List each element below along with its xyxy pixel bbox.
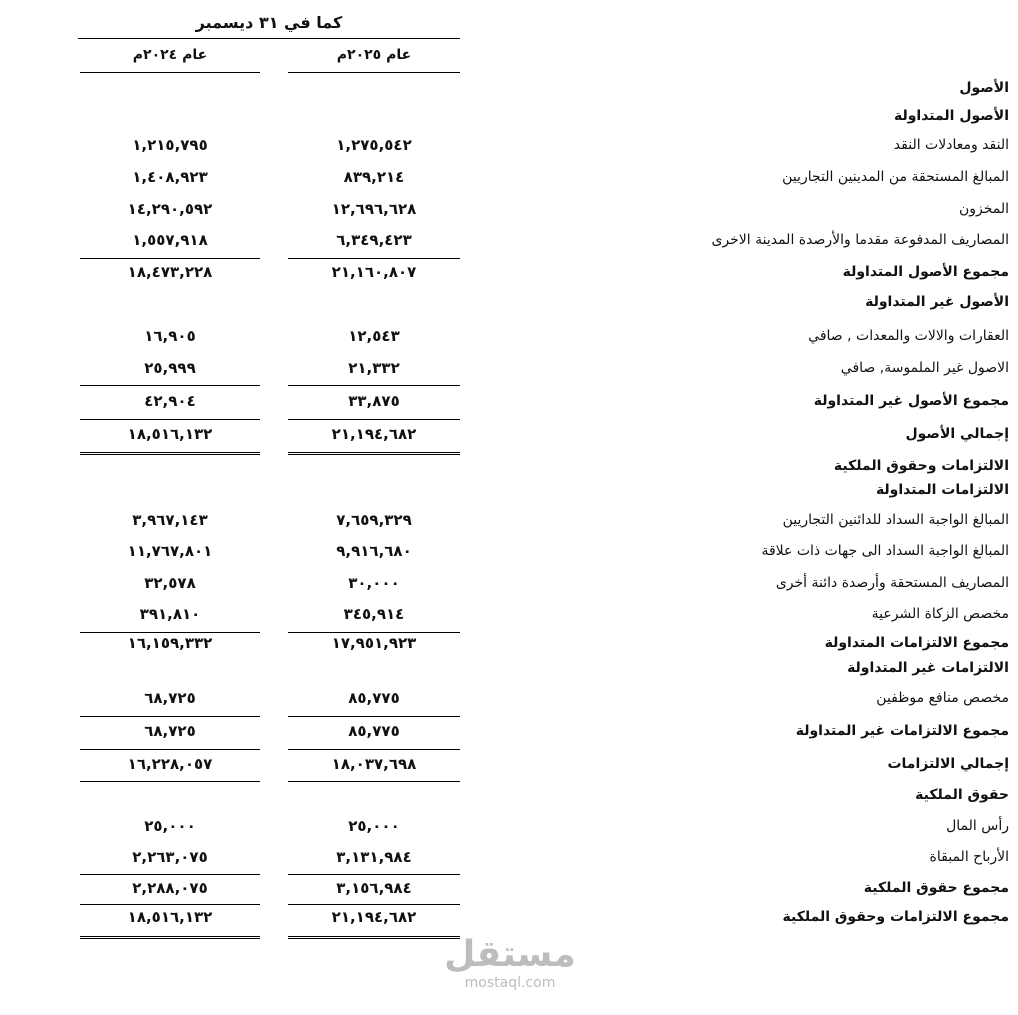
double-total-rule [80, 452, 260, 455]
total-rule [80, 716, 260, 717]
row-label: مجموع الأصول غير المتداولة [813, 393, 1009, 409]
value-2025: ٩,٩١٦,٦٨٠ [336, 542, 412, 560]
value-2024: ٤٢,٩٠٤ [144, 392, 196, 410]
row-label: إجمالي الالتزامات [887, 756, 1009, 772]
total-rule [80, 419, 260, 420]
row-label: المخزون [958, 201, 1009, 217]
value-2024: ٣,٩٦٧,١٤٣ [132, 511, 208, 529]
value-2025: ٢٥,٠٠٠ [348, 817, 400, 835]
value-2024: ٢,٢٦٣,٠٧٥ [132, 848, 208, 866]
row-label: الالتزامات وحقوق الملكية [833, 458, 1009, 474]
row-label: المبالغ الواجبة السداد الى جهات ذات علاقة [761, 543, 1009, 559]
value-2025: ٢١,١٦٠,٨٠٧ [331, 263, 417, 281]
value-2025: ١٢,٥٤٣ [348, 327, 400, 345]
watermark-arabic: مستقل [444, 934, 576, 975]
row-label: مخصص الزكاة الشرعية [871, 606, 1009, 622]
total-rule [288, 904, 460, 905]
value-2025: ٣,١٣١,٩٨٤ [336, 848, 412, 866]
row-label: الأرباح المبقاة [929, 849, 1009, 865]
total-rule [288, 385, 460, 386]
value-2024: ١١,٧٦٧,٨٠١ [127, 542, 213, 560]
value-2024: ١٨,٥١٦,١٣٢ [127, 908, 213, 926]
total-rule [288, 632, 460, 633]
value-2025: ٣٠,٠٠٠ [348, 574, 400, 592]
value-2025: ٧,٦٥٩,٣٢٩ [336, 511, 412, 529]
row-label: العقارات والالات والمعدات , صافي [808, 328, 1009, 344]
total-rule [80, 385, 260, 386]
value-2024: ١,٢١٥,٧٩٥ [132, 136, 208, 154]
mostaql-watermark [430, 935, 590, 991]
row-label: إجمالي الأصول [905, 426, 1009, 442]
row-label: مخصص منافع موظفين [876, 690, 1009, 706]
value-2025: ٢١,١٩٤,٦٨٢ [331, 425, 417, 443]
value-2025: ٨٥,٧٧٥ [348, 689, 400, 707]
value-2025: ٨٣٩,٢١٤ [343, 168, 405, 186]
value-2024: ١,٤٠٨,٩٢٣ [132, 168, 208, 186]
total-rule [288, 716, 460, 717]
total-rule [288, 874, 460, 875]
total-rule [288, 749, 460, 750]
value-2025: ١,٢٧٥,٥٤٢ [336, 136, 412, 154]
total-rule [288, 258, 460, 259]
row-label: الأصول غير المتداولة [865, 294, 1009, 310]
total-rule [80, 781, 260, 782]
row-label: الأصول [959, 80, 1009, 96]
header-rule [78, 38, 460, 39]
row-label: الاصول غير الملموسة, صافي [840, 360, 1009, 376]
row-label: الأصول المتداولة [893, 108, 1009, 124]
value-2024: ١٦,٢٢٨,٠٥٧ [127, 755, 213, 773]
column-header-2025: عام ٢٠٢٥م [336, 47, 412, 63]
value-2024: ١٦,٩٠٥ [144, 327, 196, 345]
row-label: المصاريف المستحقة وأرصدة دائنة أخرى [775, 575, 1009, 591]
row-label: المبالغ المستحقة من المدينين التجاريين [782, 169, 1009, 185]
value-2024: ٣٢,٥٧٨ [144, 574, 196, 592]
value-2024: ٢,٢٨٨,٠٧٥ [132, 879, 208, 897]
value-2025: ٣٣,٨٧٥ [348, 392, 400, 410]
row-label: حقوق الملكية [915, 787, 1009, 803]
row-label: مجموع الالتزامات المتداولة [824, 635, 1009, 651]
row-label: رأس المال [946, 818, 1009, 834]
total-rule [80, 632, 260, 633]
value-2024: ٣٩١,٨١٠ [139, 605, 201, 623]
double-total-rule [80, 936, 260, 939]
value-2025: ٣٤٥,٩١٤ [343, 605, 405, 623]
row-label: مجموع الأصول المتداولة [842, 264, 1009, 280]
row-label: الالتزامات غير المتداولة [847, 660, 1009, 676]
value-2025: ٨٥,٧٧٥ [348, 722, 400, 740]
value-2024: ١٤,٢٩٠,٥٩٢ [127, 200, 213, 218]
period-title: كما في ٣١ ديسمبر [195, 13, 343, 32]
total-rule [80, 874, 260, 875]
total-rule [80, 749, 260, 750]
value-2024: ١٨,٤٧٣,٢٢٨ [127, 263, 213, 281]
value-2024: ٦٨,٧٢٥ [144, 722, 196, 740]
value-2025: ١٧,٩٥١,٩٢٣ [331, 634, 417, 652]
total-rule [288, 781, 460, 782]
total-rule [288, 419, 460, 420]
watermark-latin: mostaql.com [464, 975, 556, 991]
total-rule [80, 258, 260, 259]
value-2024: ٦٨,٧٢٥ [144, 689, 196, 707]
column-rule-2025 [288, 72, 460, 73]
value-2025: ١٨,٠٣٧,٦٩٨ [331, 755, 417, 773]
row-label: الالتزامات المتداولة [875, 482, 1009, 498]
row-label: مجموع الالتزامات وحقوق الملكية [782, 909, 1009, 925]
value-2024: ١,٥٥٧,٩١٨ [132, 231, 208, 249]
value-2025: ٦,٣٤٩,٤٢٣ [336, 231, 412, 249]
column-header-2024: عام ٢٠٢٤م [132, 47, 208, 63]
row-label: المصاريف المدفوعة مقدما والأرصدة المدينة الاخرى [711, 232, 1009, 248]
total-rule [80, 904, 260, 905]
column-rule-2024 [80, 72, 260, 73]
value-2025: ٢١,١٩٤,٦٨٢ [331, 908, 417, 926]
value-2024: ١٨,٥١٦,١٣٢ [127, 425, 213, 443]
value-2025: ٢١,٣٣٢ [348, 359, 400, 377]
row-label: مجموع حقوق الملكية [863, 880, 1009, 896]
value-2024: ١٦,١٥٩,٣٣٢ [127, 634, 213, 652]
row-label: مجموع الالتزامات غير المتداولة [795, 723, 1009, 739]
row-label: النقد ومعادلات النقد [893, 137, 1009, 153]
value-2024: ٢٥,٩٩٩ [144, 359, 196, 377]
value-2025: ١٢,٦٩٦,٦٢٨ [331, 200, 417, 218]
row-label: المبالغ الواجبة السداد للدائنين التجاريين [782, 512, 1009, 528]
value-2024: ٢٥,٠٠٠ [144, 817, 196, 835]
double-total-rule [288, 452, 460, 455]
value-2025: ٣,١٥٦,٩٨٤ [336, 879, 412, 897]
